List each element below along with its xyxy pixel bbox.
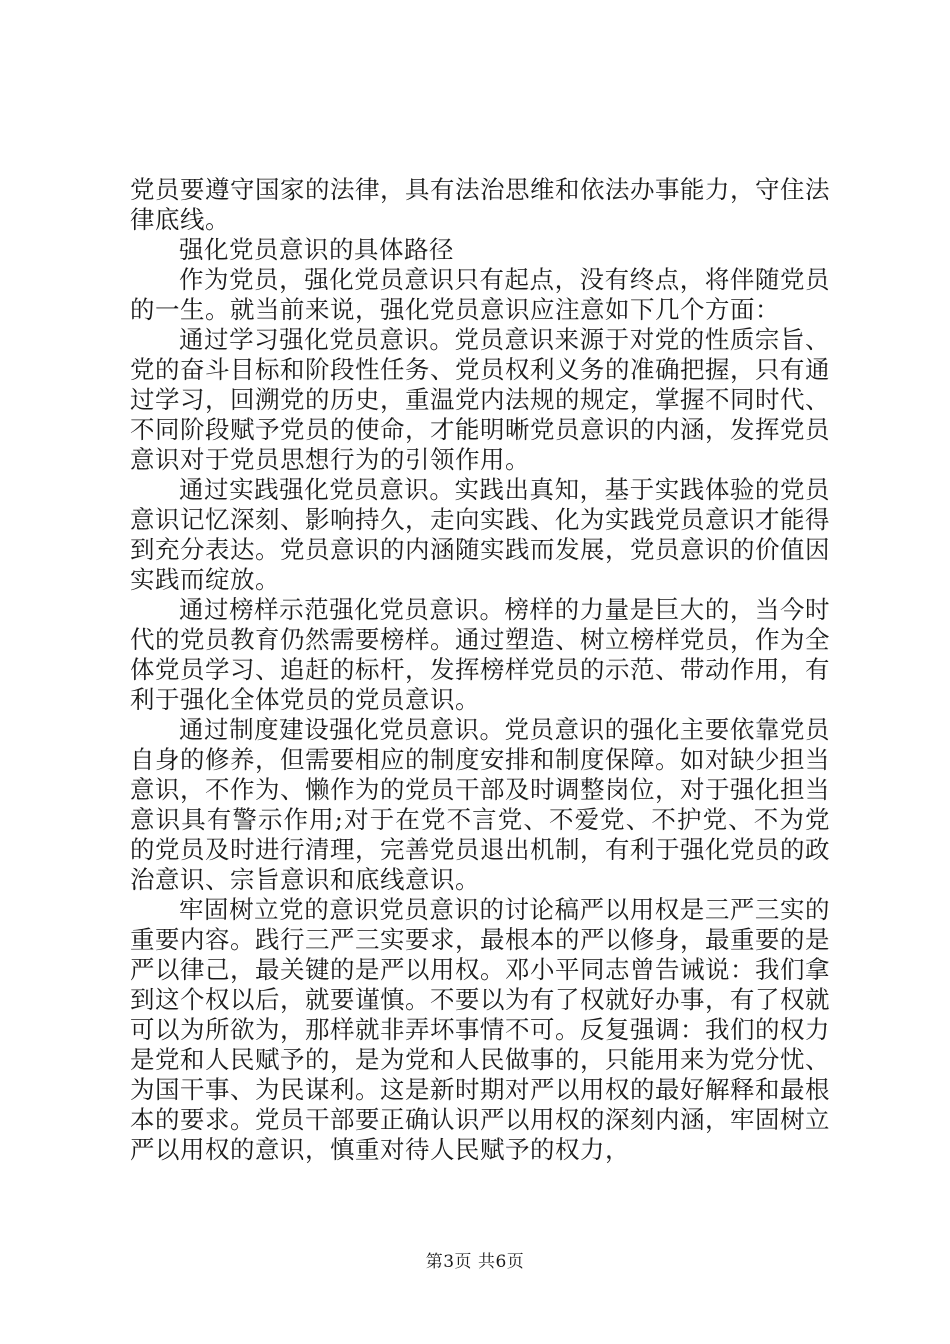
paragraph-study: 通过学习强化党员意识。党员意识来源于对党的性质宗旨、党的奋斗目标和阶段性任务、党员权利义务的准确把握，只有通过学习，回溯党的历史，重温党内法规的规定，掌握不同时代、不同阶段赋予党员的使命，才能明晰党员意识的内涵，发挥党员意识对于党员思想行为的引领作用。 [130, 325, 830, 474]
paragraph-institution: 通过制度建设强化党员意识。党员意识的强化主要依靠党员自身的修养，但需要相应的制度安排和制度保障。如对缺少担当意识，不作为、懒作为的党员干部及时调整岗位，对于强化担当意识具有警示作用;对于在党不言党、不爱党、不护党、不为党的党员及时进行清理，完善党员退出机制，有利于强化党员的政治意识、宗旨意识和底线意识。 [130, 715, 830, 894]
document-body [130, 175, 830, 1165]
paragraph-intro: 作为党员，强化党员意识只有起点，没有终点，将伴随党员的一生。就当前来说，强化党员意识应注意如下几个方面： [130, 265, 830, 324]
page-number-footer: 第3页 共6页 [425, 1252, 525, 1272]
paragraph-practice: 通过实践强化党员意识。实践出真知，基于实践体验的党员意识记忆深刻、影响持久，走向实践、化为实践党员意识才能得到充分表达。党员意识的内涵随实践而发展，党员意识的价值因实践而绽放。 [130, 475, 830, 594]
section-heading: 强化党员意识的具体路径 [179, 235, 454, 264]
paragraph-role-model: 通过榜样示范强化党员意识。榜样的力量是巨大的，当今时代的党员教育仍然需要榜样。通过塑造、树立榜样党员，作为全体党员学习、追赶的标杆，发挥榜样党员的示范、带动作用，有利于强化全体党员的党员意识。 [130, 595, 830, 714]
paragraph-law-bottom-line: 党员要遵守国家的法律，具有法治思维和依法办事能力，守住法律底线。 [130, 175, 830, 234]
paragraph-power-use: 牢固树立党的意识党员意识的讨论稿严以用权是三严三实的重要内容。践行三严三实要求，最根本的严以修身，最重要的是严以律己，最关键的是严以用权。邓小平同志曾告诫说：我们拿到这个权以后，就要谨慎。不要以为有了权就好办事，有了权就可以为所欲为，那样就非弄坏事情不可。反复强调：我们的权力是党和人民赋予的，是为党和人民做事的，只能用来为党分忧、为国干事、为民谋利。这是新时期对严以用权的最好解释和最根本的要求。党员干部要正确认识严以用权的深刻内涵，牢固树立严以用权的意识，慎重对待人民赋予的权力， [130, 895, 830, 1164]
